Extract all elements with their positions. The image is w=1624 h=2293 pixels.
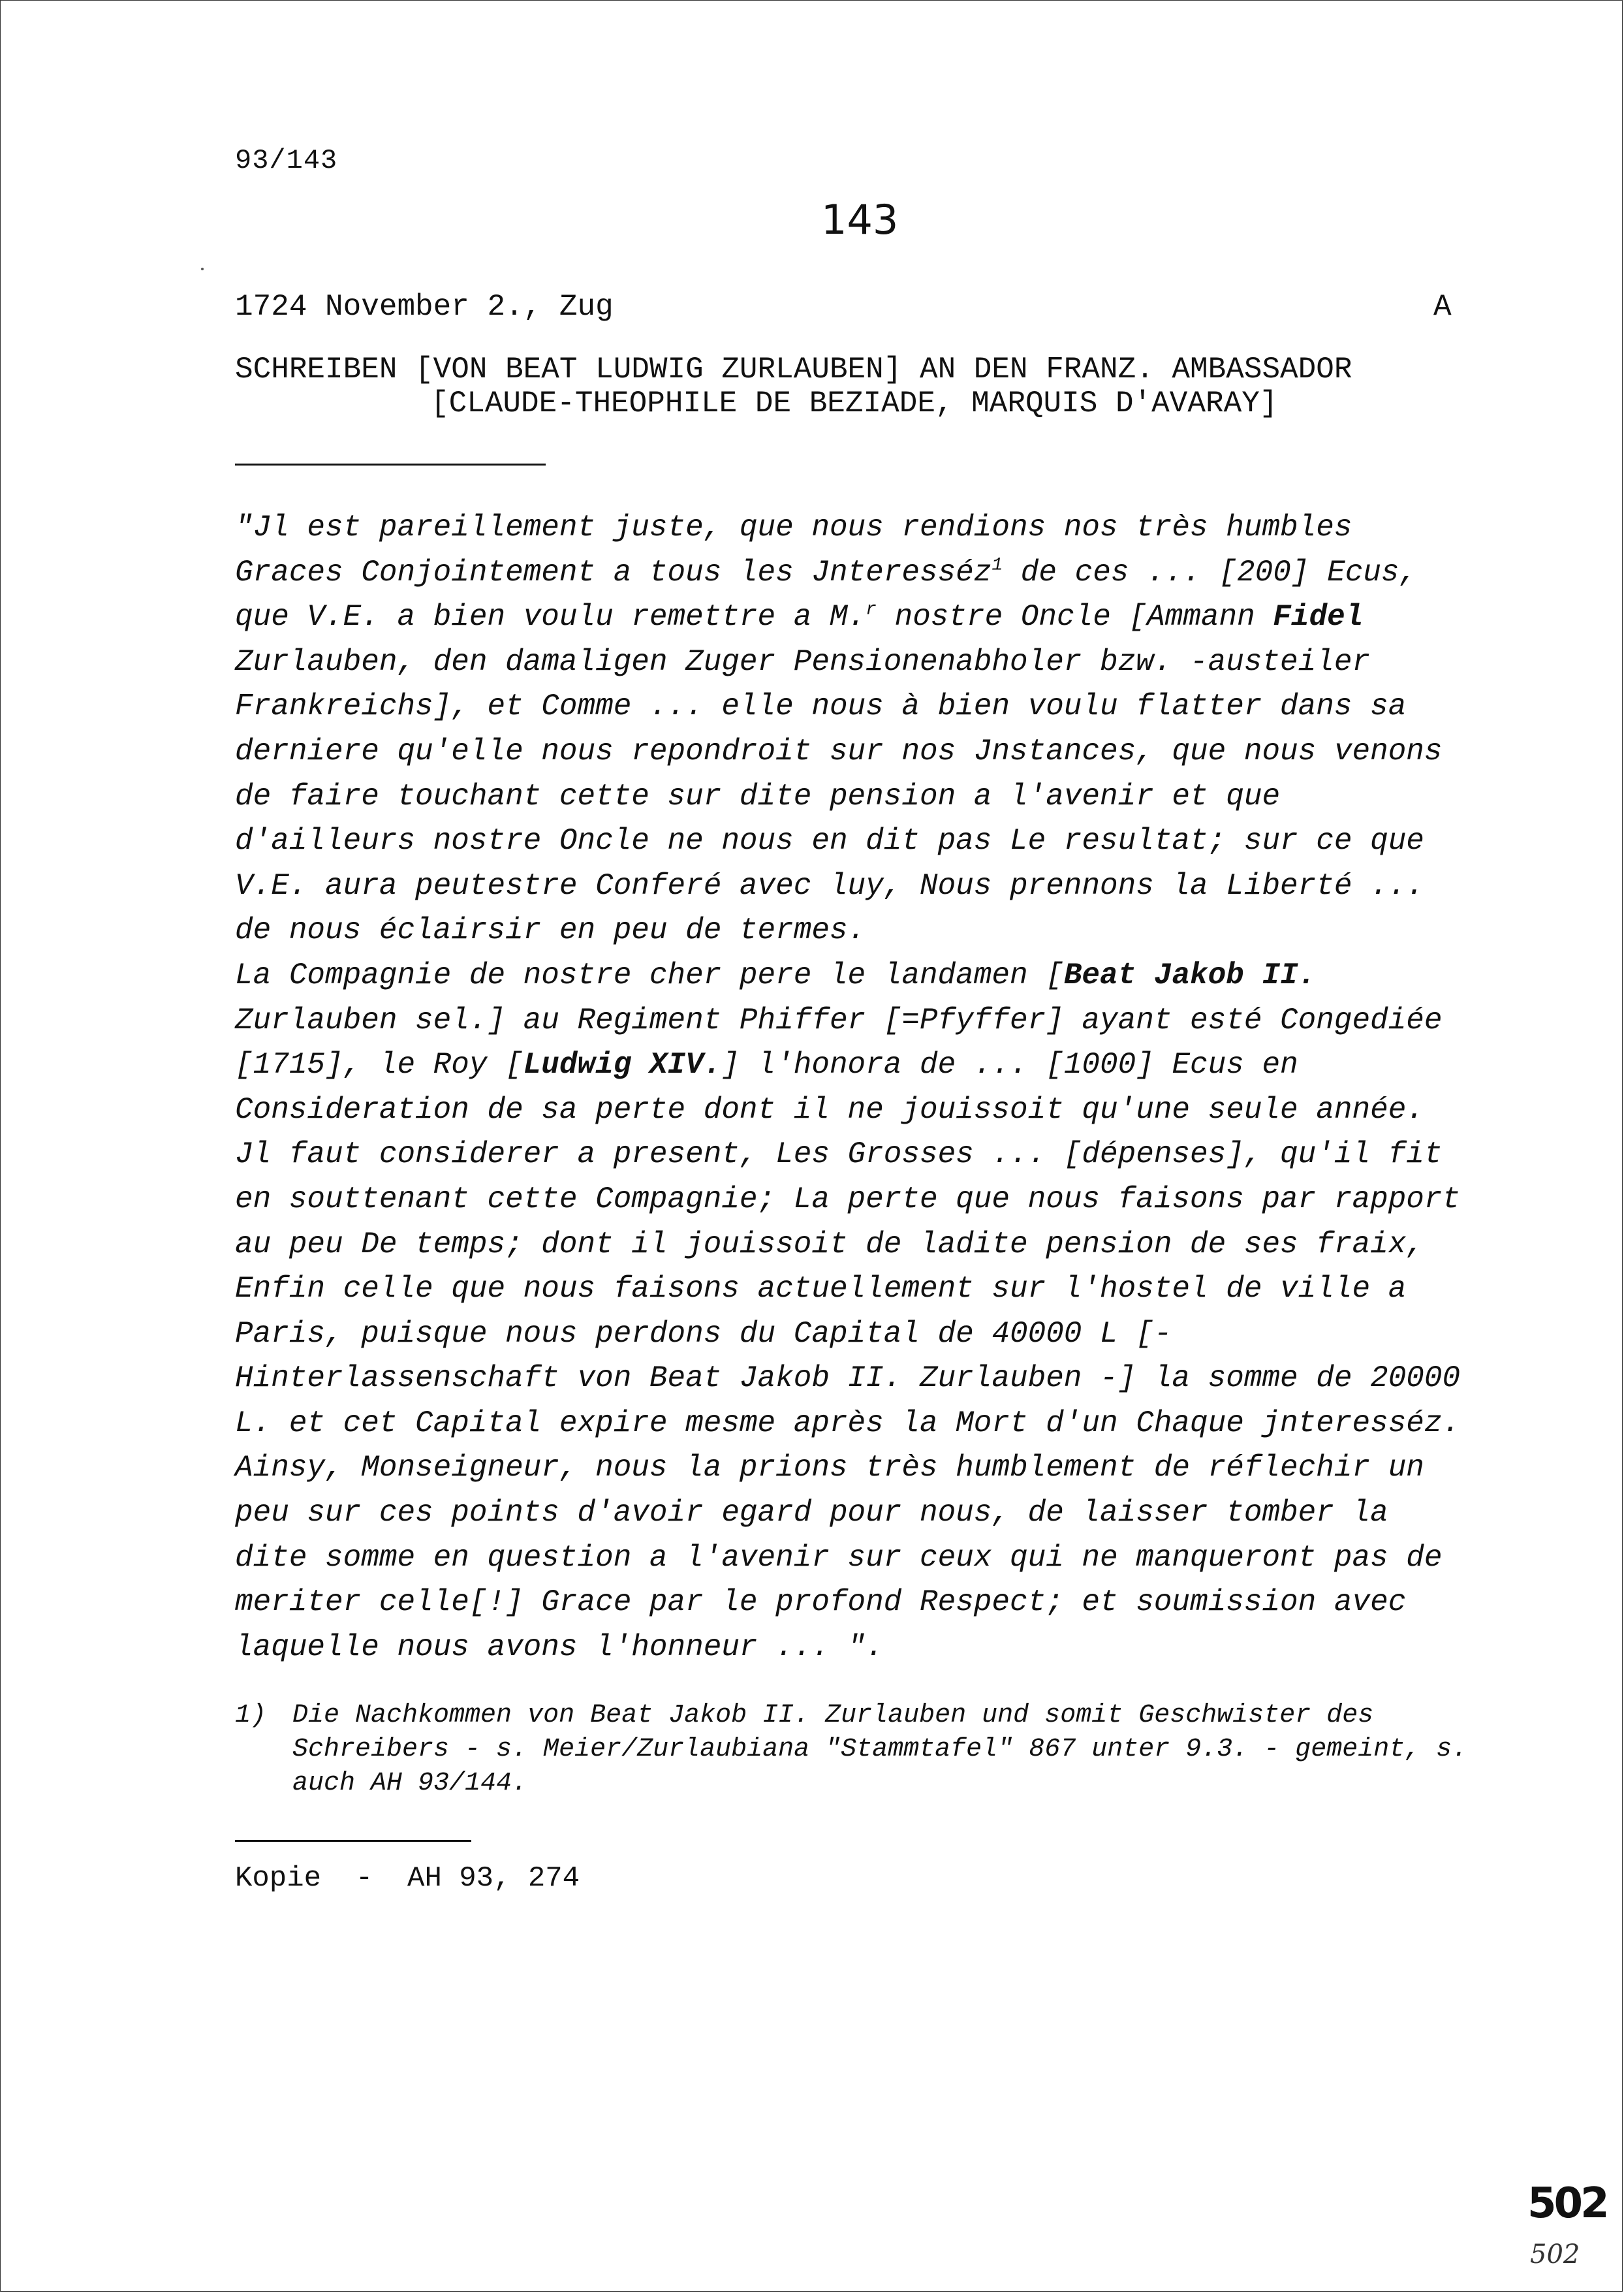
footnote-ref: 1 [992,555,1003,576]
paragraph-1: "Jl est pareillement juste, que nous rendions nos très humbles Graces Conjointement a tous les Jnteresséz$^1$ de ces ... [200] Ecus, que V.E. a bien voulu remettre a M.$^r$ nostre Oncle [Ammann Fidel Zurlauben, den damaligen Zuger Pensionenabholer bzw. -austeiler Frankreichs], et Comme ... elle nous à bien voulu flatter dans sa derniere qu'elle nous repondroit sur nos Jnstances, que nous venons de faire touchant cette sur dite pension a l'avenir et que d'ailleurs nostre Oncle ne nous en dit pas Le resultat; sur ce que V.E. aura peutestre Conferé avec luy, Nous prennons la Liberté ... de nous éclairsir en peu de termes. [235,511,1443,948]
title-line-2: [CLAUDE-THEOPHILE DE BEZIADE, MARQUIS D'AVARAY] [431,387,1278,420]
letter-body [235,505,1475,1669]
dateline: 1724 November 2., Zug [235,290,614,324]
document-title [235,353,1475,420]
divider-top [235,464,546,466]
footnote-text: Die Nachkommen von Beat Jakob II. Zurlauben und somit Geschwister des Schreibers - s. Meier/Zurlaubiana "Stammtafel" 867 unter 9.3. - gemeint, s. auch AH 93/144. [292,1701,1468,1798]
source-note: Kopie - AH 93, 274 [235,1862,580,1895]
paragraph-3: Ainsy, Monseigneur, nous la prions très humblement de réflechir un peu sur ces points d'avoir egard pour nous, de laisser tomber la dite somme en question a l'avenir sur ceux qui ne manqueront pas de meriter celle[!] Grace par le profond Respect; et soumission avec laquelle nous avons l'honneur ... ". [235,1451,1443,1664]
document-number: 143 [821,196,899,244]
scan-speck [201,268,204,270]
footnote [235,1699,1475,1801]
divider-bottom [235,1840,471,1842]
page-stamp: 502 [1527,2179,1607,2228]
footnote-number: 1) [235,1701,267,1730]
title-line-1: SCHREIBEN [VON BEAT LUDWIG ZURLAUBEN] AN DEN FRANZ. AMBASSADOR [235,353,1352,387]
reference-number: 93/143 [235,145,338,176]
marker-letter: A [1433,290,1452,324]
page-stamp-handwritten: 502 [1530,2239,1580,2269]
paragraph-2: La Compagnie de nostre cher pere le landamen [Beat Jakob II. Zurlauben sel.] au Regiment Phiffer [=Pfyffer] ayant esté Congediée [1715], le Roy [Ludwig XIV.] l'honora de ... [1000] Ecus en Consideration de sa perte dont il ne jouissoit qu'une seule année. Jl faut considerer a present, Les Grosses ... [dépenses], qu'il fit en souttenant cette Compagnie; La perte que nous faisons par rapport au peu De temps; dont il jouissoit de ladite pension de ses fraix, Enfin celle que nous faisons actuellement sur l'hostel de ville a Paris, puisque nous perdons du Capital de 40000 L [- Hinterlassenschaft von Beat Jakob II. Zurlauben -] la somme de 20000 L. et cet Capital expire mesme après la Mort d'un Chaque jnteresséz. [235,958,1461,1440]
